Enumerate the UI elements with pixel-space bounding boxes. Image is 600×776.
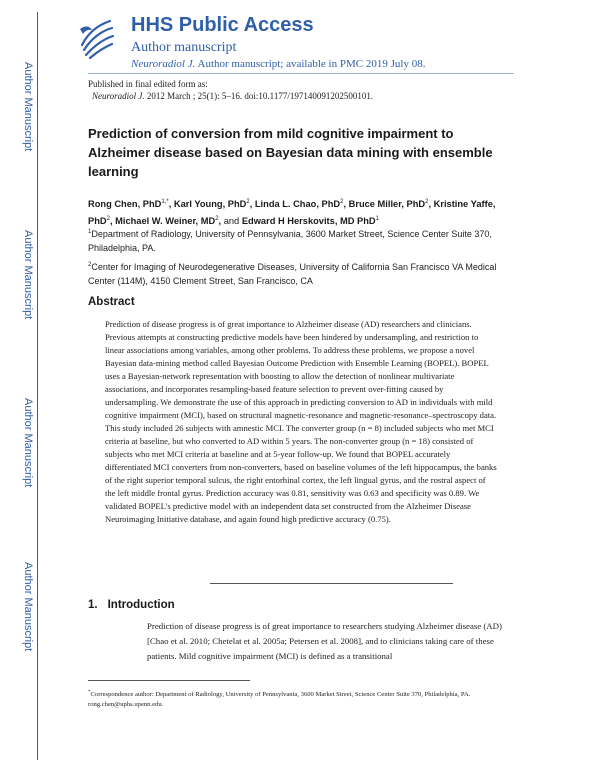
side-label-author-manuscript: Author Manuscript — [22, 398, 34, 488]
abstract-heading: Abstract — [88, 296, 135, 308]
author-list: Rong Chen, PhD$^{1,*}$, Karl Young, PhD$^2$, Linda L. Chao, PhD$^2$, Bruce Miller, PhD$^2$, Kristine Yaffe, PhD$^2$, Michael W. Weiner, $MD^2$, and Edward H Herskovits, MD PhD$^1$ — [88, 199, 496, 227]
section-title: Introduction — [107, 599, 175, 611]
author-sup: 2 — [425, 199, 429, 205]
footnote-text: Correspondence author: Department of Radiology, University of Pennsylvania, 3600 Market Street, Science Center Suite 370, Philadelphia, PA. rong.chen@uphs.upenn.edu. — [88, 691, 471, 708]
abstract-separator — [210, 583, 453, 584]
introduction-heading — [88, 599, 175, 611]
header-rule — [88, 73, 514, 74]
publication-ref-detail: 2012 March ; 25(1): 5–16. doi:10.1177/197140091202500101. — [144, 91, 374, 101]
publication-reference — [88, 90, 373, 102]
author-name: Michael W. Weiner, MD — [115, 216, 216, 227]
author-sup: 2 — [340, 199, 344, 205]
header-title: HHS Public Access — [131, 14, 314, 36]
side-divider — [37, 12, 38, 760]
publication-info-line: Published in final edited form as: — [88, 79, 208, 89]
author-name: Rong Chen, PhD — [88, 199, 162, 210]
footnote-marker: * — [88, 690, 91, 695]
section-number: 1. — [88, 599, 98, 611]
header-citation-journal: Neuroradiol J. — [131, 58, 196, 70]
author-sup: 1 — [375, 216, 379, 223]
affiliation-2 — [88, 258, 513, 288]
introduction-text: Prediction of disease progress is of great importance to researchers studying Alzheimer disease (AD) [Chao et al. 2010; Chetelat et al. 2005a; Petersen et al. 2008], and to clinicians taking care of these patients. Mild cognitive impairment (MCI) is defined as a transitional — [147, 621, 502, 661]
side-label-author-manuscript: Author Manuscript — [22, 562, 34, 652]
author-name: Karl Young, PhD — [173, 199, 247, 210]
affiliation-text: Department of Radiology, University of Pennsylvania, 3600 Market Street, Science Center Suite 370, Philadelphia, PA. — [88, 229, 492, 253]
author-sup: 1,* — [161, 199, 169, 205]
publication-journal: Neuroradiol J. — [92, 91, 145, 101]
hhs-eagle-logo-icon — [76, 15, 116, 60]
footnote-rule — [88, 680, 250, 681]
header-subtitle: Author manuscript — [131, 40, 237, 55]
header-citation-rest: Author manuscript; available in PMC 2019 July 08. — [195, 58, 426, 70]
affiliation-sup: 2 — [88, 262, 92, 268]
authors-conjunction: and — [223, 216, 240, 227]
author-name: Linda L. Chao, PhD — [254, 199, 341, 210]
publication-info — [88, 78, 373, 102]
article-title: Prediction of conversion from mild cognitive impairment to Alzheimer disease based on Bayesian data mining with ensemble learning — [88, 126, 493, 179]
affiliation-text: Center for Imaging of Neurodegenerative Diseases, University of California San Francisco VA Medical Center (114M), 4150 Clement Street, San Francisco, CA — [88, 262, 497, 286]
author-name: Kristine Yaffe, PhD — [88, 199, 496, 227]
abstract-text: Prediction of disease progress is of great importance to Alzheimer disease (AD) researchers and clinicians. Previous attempts at constructing predictive models have been hindered by undersampling, and restriction to linear associations among variables, among other problems. To address these problems, we propose a novel Bayesian data-mining method called Bayesian Outcome Prediction with Ensemble Learning (BOPEL). BOPEL uses a Bayesian-network representation with boosting to allow the detection of nonlinear multivariate associations, and incorporates resampling-based feature selection to prevent over-fitting caused by undersampling. We demonstrate the use of this approach in predicting conversion to AD in individuals with mild cognitive impairment (MCI), based on structural magnetic-resonance and magnetic-resonance–spectroscopy data. This study included 26 subjects with amnestic MCI. The converter group (n = 8) included subjects who met MCI criteria at baseline, but who converted to AD within 5 years. The non-converter group (n = 18) consisted of subjects who met MCI criteria at baseline and at 5-year follow-up. We found that BOPEL accurately differentiated MCI converters from non-converters, based on baseline volumes of the left hippocampus, the banks of the right superior temporal sulcus, the right entorhinal cortex, the left lingual gyrus, and the rostral aspect of the left middle frontal gyrus. Prediction accuracy was 0.81, sensitivity was 0.63 and specificity was 0.89. We validated BOPEL's predictive model with an independent data set constructed from the Alzheimer Disease Neuroimaging Initiative database, and again found high predictive accuracy (0.75). — [105, 319, 497, 524]
side-label-author-manuscript: Author Manuscript — [22, 62, 34, 152]
correspondence-footnote — [88, 688, 488, 709]
affiliation-1 — [88, 225, 513, 255]
author-name: Bruce Miller, PhD — [348, 199, 426, 210]
author-sup: 2 — [106, 216, 110, 223]
header-citation — [131, 58, 425, 70]
side-label-author-manuscript: Author Manuscript — [22, 230, 34, 320]
author-name: Edward H Herskovits, MD PhD — [241, 216, 376, 227]
author-sup: 2 — [246, 199, 250, 205]
author-sup: 2 — [215, 216, 219, 223]
affiliation-sup: 1 — [88, 229, 92, 235]
